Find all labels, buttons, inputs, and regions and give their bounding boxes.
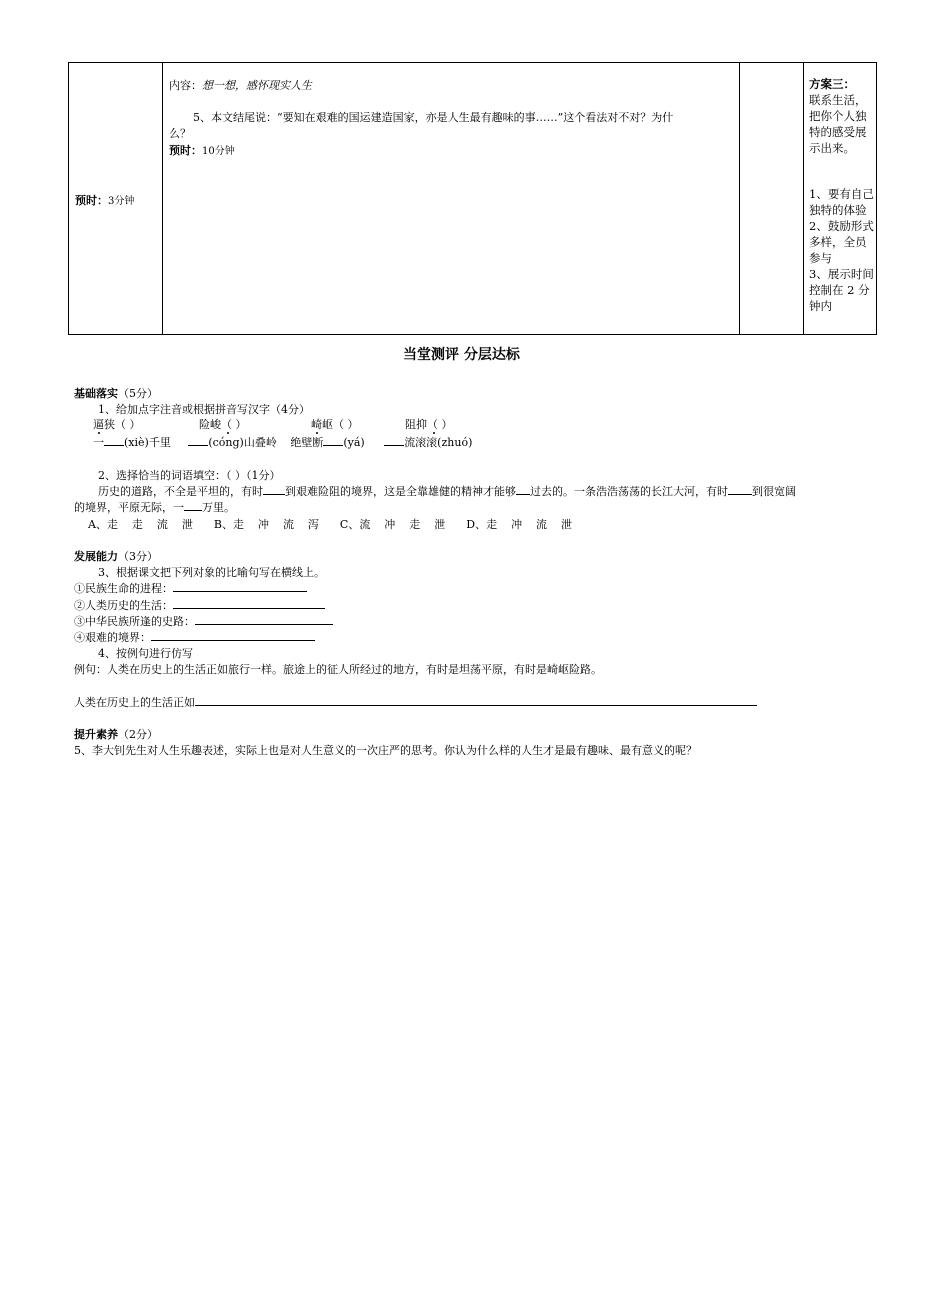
req-line: 参与	[809, 251, 832, 265]
question-2: 2、选择恰当的词语填空：（ ）（1分）	[98, 469, 281, 482]
q1-row1: 逼狭（ ）	[93, 418, 141, 431]
plan-line: 把你个人独	[809, 109, 867, 123]
q3-item: ②人类历史的生活：	[74, 597, 325, 613]
improve-score: （2分）	[118, 728, 158, 741]
question-5: 5、本文结尾说：“要知在艰难的国运建造国家，亦是人生最有趣味的事……”这个看法对不对？为什	[193, 111, 674, 124]
content-label: 内容：	[169, 79, 202, 92]
time-label: 预时：	[75, 193, 108, 207]
req-line: 3、展示时间	[809, 267, 874, 281]
req-line: 2、鼓励形式	[809, 219, 874, 233]
q2-options: A、走 走 流 泄 B、走 冲 流 泻 C、流 冲 走 泄 D、走 冲 流 泄	[88, 518, 573, 531]
question-3: 3、根据课文把下列对象的比喻句写在横线上。	[98, 566, 325, 579]
req-line: 独特的体验	[809, 203, 867, 217]
q3-item: ③中华民族所逢的史路：	[74, 613, 333, 629]
mid-time-label: 预时：	[169, 144, 202, 157]
question-5-cont: 么？	[169, 127, 191, 140]
plan-line: 示出来。	[809, 141, 855, 155]
imitate-line: 人类在历史上的生活正如	[74, 694, 757, 710]
content-value: 想一想，感怀现实人生	[202, 79, 312, 92]
basic-heading: 基础落实	[74, 387, 118, 400]
time-value: 3分钟	[108, 195, 135, 207]
req-line: 1、要有自己	[809, 187, 874, 201]
plan-line: 特的感受展	[809, 125, 867, 139]
question-4: 4、按例句进行仿写	[98, 647, 193, 660]
plan-cell	[804, 63, 877, 335]
q3-item: ①民族生命的进程：	[74, 580, 307, 596]
q1-row2: 一 (xiè)千里 (cóng)山叠岭 绝壁断 (yá) 流滚滚(zhuó)	[93, 436, 473, 449]
plan-line: 联系生活，	[809, 93, 867, 107]
improve-heading: 提升素养	[74, 728, 118, 741]
section-title: 当堂测评 分层达标	[403, 347, 520, 363]
req-line: 多样，全员	[809, 235, 867, 249]
req-line: 钟内	[809, 299, 832, 313]
plan-title: 方案三：	[809, 77, 855, 91]
q3-item: ④艰难的境界：	[74, 629, 315, 645]
example-sentence: 例句：人类在历史上的生活正如旅行一样。旅途上的征人所经过的地方，有时是坦荡平原，有时是崎岖险路。	[74, 663, 602, 676]
empty-cell	[740, 63, 804, 335]
develop-score: （3分）	[118, 550, 158, 563]
time-cell	[69, 63, 163, 335]
question-5-improve: 5、李大钊先生对人生乐趣表述，实际上也是对人生意义的一次庄严的思考。你认为什么样的人生才是最有趣味、最有意义的呢？	[74, 744, 697, 757]
q2-passage: 历史的道路，不全是平坦的，有时 到艰难险阻的境界，这是全靠雄健的精神才能够 过去的。一条浩浩荡荡的长江大河，有时 到很宽阔	[98, 485, 796, 498]
question-1: 1、给加点字注音或根据拼音写汉字（4分）	[98, 403, 310, 416]
basic-score: （5分）	[118, 387, 158, 400]
mid-time-value: 10分钟	[202, 146, 235, 157]
req-line: 控制在 2 分	[809, 283, 870, 297]
lesson-table	[68, 62, 877, 335]
develop-heading: 发展能力	[74, 550, 118, 563]
content-cell	[163, 63, 740, 335]
